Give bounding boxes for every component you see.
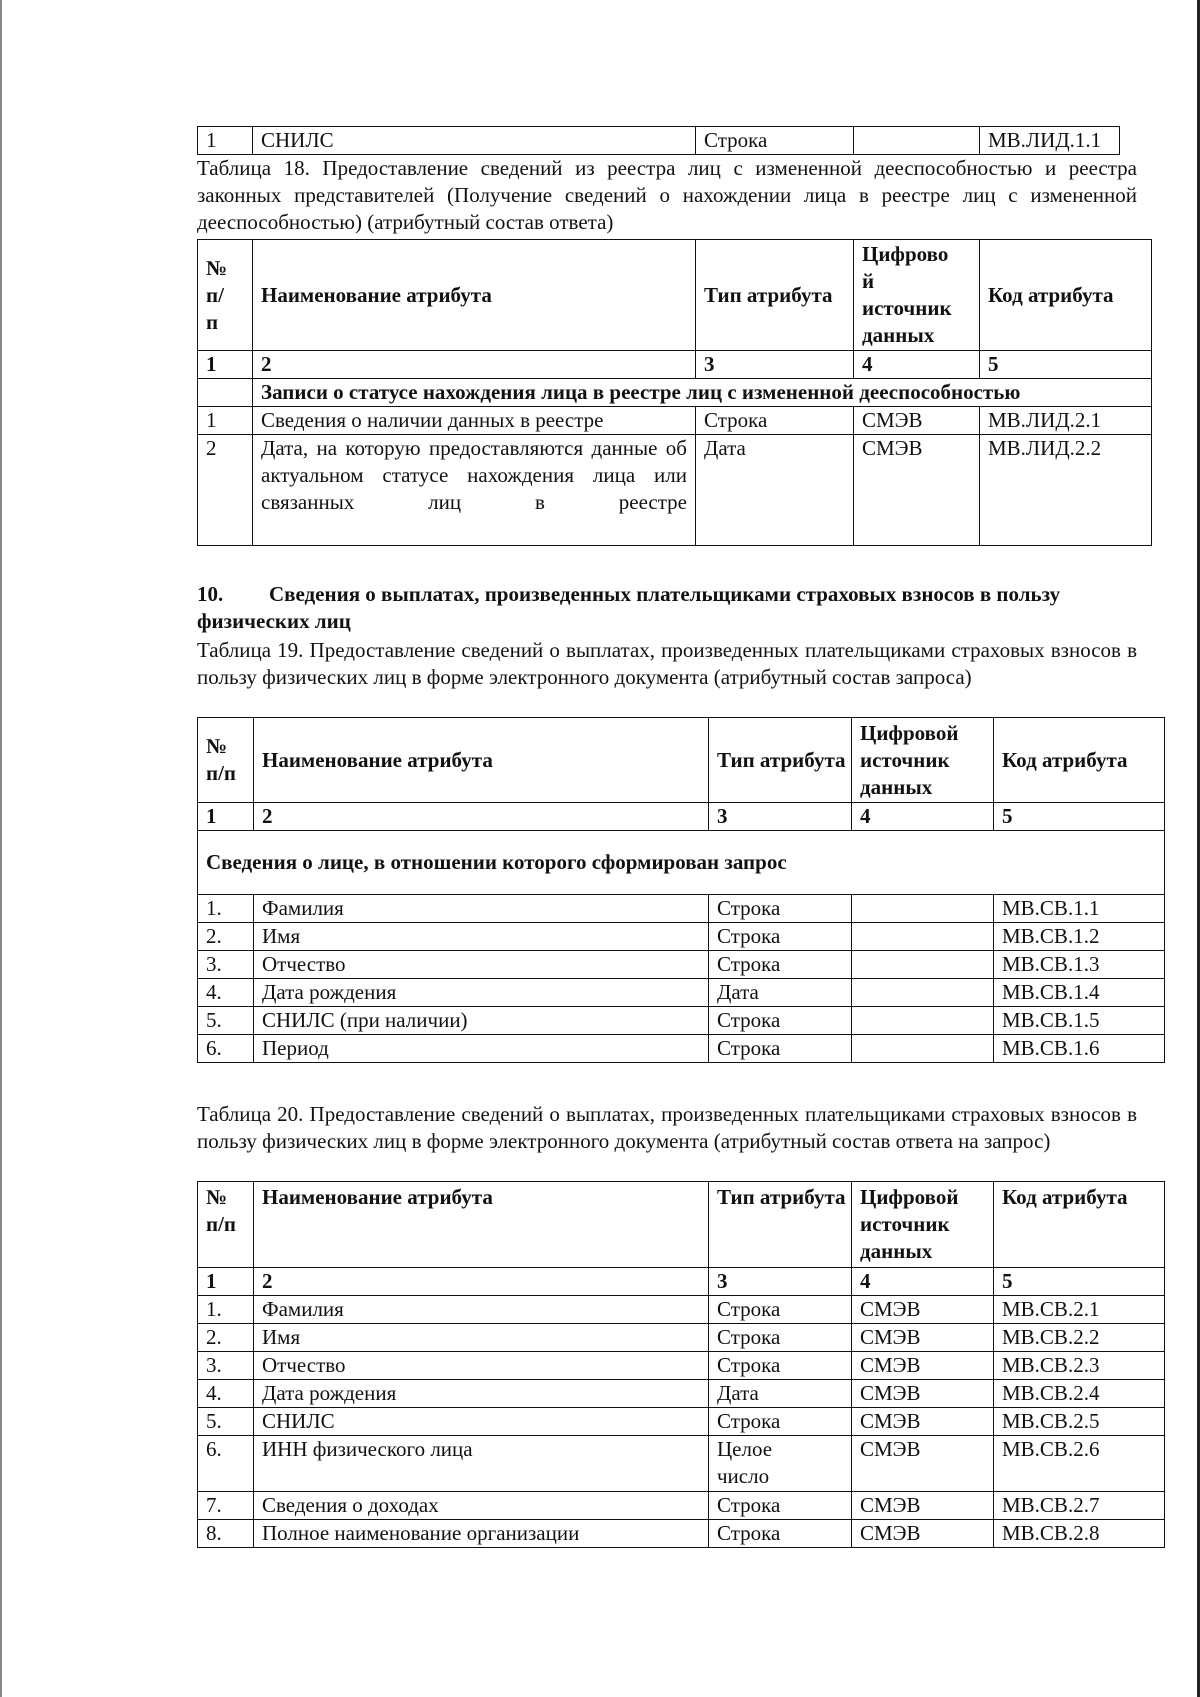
attribute-code: МВ.СВ.2.1	[994, 1296, 1165, 1324]
attribute-name: Имя	[254, 923, 709, 951]
row-number: 2.	[198, 923, 254, 951]
data-source: СМЭВ	[852, 1520, 994, 1548]
table-row	[198, 979, 1165, 1007]
row-number: 1	[198, 407, 253, 435]
table-row	[198, 1324, 1165, 1352]
attribute-type: Строка	[709, 895, 852, 923]
row-number: 1	[198, 127, 253, 155]
data-source	[852, 1035, 994, 1063]
col-number: 4	[852, 803, 994, 831]
row-number: 4.	[198, 1380, 254, 1408]
table-row	[198, 1380, 1165, 1408]
data-source	[852, 951, 994, 979]
data-source	[852, 979, 994, 1007]
attribute-code: МВ.СВ.1.6	[994, 1035, 1165, 1063]
table-header-row	[198, 240, 1152, 351]
table-header-row	[198, 1182, 1165, 1268]
row-number: 3.	[198, 1352, 254, 1380]
attribute-type: Целое число	[709, 1436, 852, 1492]
table-row	[198, 1408, 1165, 1436]
row-number: 2	[198, 435, 253, 546]
column-number-row	[198, 803, 1165, 831]
attribute-name: Период	[254, 1035, 709, 1063]
header-code: Код атрибута	[994, 1182, 1165, 1268]
attribute-code: МВ.СВ.1.1	[994, 895, 1165, 923]
row-number: 4.	[198, 979, 254, 1007]
scan-edge-left	[0, 0, 2, 1697]
section-row	[198, 379, 1152, 407]
table-20	[197, 1181, 1165, 1548]
top-continuation-table	[197, 126, 1120, 155]
attribute-name: Дата рождения	[254, 1380, 709, 1408]
attribute-code: МВ.СВ.1.3	[994, 951, 1165, 979]
header-code: Код атрибута	[994, 718, 1165, 803]
attribute-type: Строка	[709, 1035, 852, 1063]
table18-caption: Таблица 18. Предоставление сведений из реестра лиц с измененной дееспособностью и реестра законных представителей (Получение сведений о нахождении лица в реестре лиц с измененной дееспособностью) (атрибутный состав ответа)	[197, 156, 1137, 234]
table-row	[198, 1436, 1165, 1492]
section-title: Сведения о выплатах, произведенных плательщиками страховых взносов в пользу физических лиц	[197, 582, 1061, 633]
row-number: 6.	[198, 1436, 254, 1492]
attribute-type: Строка	[709, 951, 852, 979]
section-10-heading	[197, 581, 1137, 635]
header-name: Наименование атрибута	[254, 1182, 709, 1268]
table-row	[198, 1520, 1165, 1548]
col-number: 2	[254, 803, 709, 831]
col-number: 3	[696, 351, 854, 379]
attribute-code: МВ.СВ.2.6	[994, 1436, 1165, 1492]
col-number: 4	[852, 1268, 994, 1296]
attribute-code: МВ.СВ.2.4	[994, 1380, 1165, 1408]
col-number: 1	[198, 803, 254, 831]
attribute-type: Строка	[709, 1520, 852, 1548]
table-row	[198, 1352, 1165, 1380]
section-number: 10.	[197, 582, 224, 606]
header-type: Тип атрибута	[709, 1182, 852, 1268]
data-source	[852, 895, 994, 923]
attribute-code: МВ.СВ.1.4	[994, 979, 1165, 1007]
attribute-name: Фамилия	[254, 895, 709, 923]
header-num: № п/п	[198, 1182, 254, 1268]
attribute-name: СНИЛС	[253, 127, 696, 155]
col-number: 5	[994, 1268, 1165, 1296]
header-source: Цифрово й источник данных	[854, 240, 980, 351]
data-source: СМЭВ	[854, 435, 980, 546]
table-row	[198, 1492, 1165, 1520]
attribute-code: МВ.СВ.2.3	[994, 1352, 1165, 1380]
data-source	[854, 127, 980, 155]
header-type: Тип атрибута	[696, 240, 854, 351]
section-row	[198, 831, 1165, 895]
header-code: Код атрибута	[980, 240, 1152, 351]
section-title: Сведения о лице, в отношении которого сформирован запрос	[198, 831, 1165, 895]
attribute-type: Строка	[709, 923, 852, 951]
data-source: СМЭВ	[852, 1324, 994, 1352]
row-number: 1.	[198, 1296, 254, 1324]
row-number: 3.	[198, 951, 254, 979]
col-number: 1	[198, 1268, 254, 1296]
row-number: 8.	[198, 1520, 254, 1548]
attribute-type: Дата	[709, 979, 852, 1007]
header-source: Цифровой источник данных	[852, 1182, 994, 1268]
attribute-name: Отчество	[254, 1352, 709, 1380]
table20-caption: Таблица 20. Предоставление сведений о выплатах, произведенных плательщиками страховых взносов в пользу физических лиц в форме электронного документа (атрибутный состав ответа на запрос)	[197, 1102, 1137, 1153]
attribute-type: Строка	[696, 407, 854, 435]
attribute-type: Дата	[709, 1380, 852, 1408]
attribute-name: Сведения о доходах	[254, 1492, 709, 1520]
row-number: 2.	[198, 1324, 254, 1352]
attribute-type: Строка	[709, 1408, 852, 1436]
data-source: СМЭВ	[852, 1352, 994, 1380]
col-number: 4	[854, 351, 980, 379]
row-number: 5.	[198, 1408, 254, 1436]
attribute-name: Имя	[254, 1324, 709, 1352]
attribute-name: Дата рождения	[254, 979, 709, 1007]
row-number: 6.	[198, 1035, 254, 1063]
attribute-type: Дата	[696, 435, 854, 546]
table-row	[198, 407, 1152, 435]
header-source: Цифровой источник данных	[852, 718, 994, 803]
header-type: Тип атрибута	[709, 718, 852, 803]
header-num: № п/п	[198, 718, 254, 803]
attribute-name: Сведения о наличии данных в реестре	[253, 407, 696, 435]
attribute-name: СНИЛС (при наличии)	[254, 1007, 709, 1035]
col-number: 2	[253, 351, 696, 379]
attribute-name: Фамилия	[254, 1296, 709, 1324]
header-num: № п/ п	[198, 240, 253, 351]
attribute-type: Строка	[709, 1492, 852, 1520]
table-row	[198, 1296, 1165, 1324]
attribute-code: МВ.ЛИД.2.2	[980, 435, 1152, 546]
attribute-name: ИНН физического лица	[254, 1436, 709, 1492]
data-source: СМЭВ	[852, 1436, 994, 1492]
table19-caption: Таблица 19. Предоставление сведений о выплатах, произведенных плательщиками страховых взносов в пользу физических лиц в форме электронного документа (атрибутный состав запроса)	[197, 638, 1137, 689]
attribute-code: МВ.СВ.1.2	[994, 923, 1165, 951]
attribute-type: Строка	[709, 1007, 852, 1035]
data-source: СМЭВ	[852, 1408, 994, 1436]
data-source	[852, 923, 994, 951]
header-name: Наименование атрибута	[254, 718, 709, 803]
row-number: 5.	[198, 1007, 254, 1035]
table-row	[198, 1007, 1165, 1035]
data-source: СМЭВ	[852, 1296, 994, 1324]
col-number: 1	[198, 351, 253, 379]
attribute-type: Строка	[709, 1352, 852, 1380]
attribute-code: МВ.ЛИД.1.1	[980, 127, 1120, 155]
table-19	[197, 717, 1165, 1063]
col-number: 5	[980, 351, 1152, 379]
table-row	[198, 435, 1152, 546]
table-18	[197, 239, 1152, 546]
table-row	[198, 1035, 1165, 1063]
attribute-name: Дата, на которую предоставляются данные об актуальном статусе нахождения лица или связанных лиц в реестре	[253, 435, 696, 546]
attribute-type: Строка	[709, 1324, 852, 1352]
attribute-type: Строка	[696, 127, 854, 155]
header-name: Наименование атрибута	[253, 240, 696, 351]
attribute-code: МВ.СВ.1.5	[994, 1007, 1165, 1035]
table-row	[198, 127, 1120, 155]
attribute-type: Строка	[709, 1296, 852, 1324]
attribute-code: МВ.СВ.2.8	[994, 1520, 1165, 1548]
section-title: Записи о статусе нахождения лица в реестре лиц с измененной дееспособностью	[253, 379, 1152, 407]
attribute-code: МВ.СВ.2.2	[994, 1324, 1165, 1352]
attribute-name: СНИЛС	[254, 1408, 709, 1436]
attribute-code: МВ.СВ.2.5	[994, 1408, 1165, 1436]
col-number: 3	[709, 1268, 852, 1296]
table-header-row	[198, 718, 1165, 803]
column-number-row	[198, 351, 1152, 379]
table-row	[198, 951, 1165, 979]
attribute-code: МВ.СВ.2.7	[994, 1492, 1165, 1520]
attribute-name: Отчество	[254, 951, 709, 979]
attribute-code: МВ.ЛИД.2.1	[980, 407, 1152, 435]
table-row	[198, 895, 1165, 923]
col-number: 2	[254, 1268, 709, 1296]
data-source: СМЭВ	[854, 407, 980, 435]
col-number: 3	[709, 803, 852, 831]
row-number: 7.	[198, 1492, 254, 1520]
col-number: 5	[994, 803, 1165, 831]
attribute-name: Полное наименование организации	[254, 1520, 709, 1548]
data-source: СМЭВ	[852, 1492, 994, 1520]
column-number-row	[198, 1268, 1165, 1296]
table-row	[198, 923, 1165, 951]
data-source: СМЭВ	[852, 1380, 994, 1408]
data-source	[852, 1007, 994, 1035]
row-number: 1.	[198, 895, 254, 923]
